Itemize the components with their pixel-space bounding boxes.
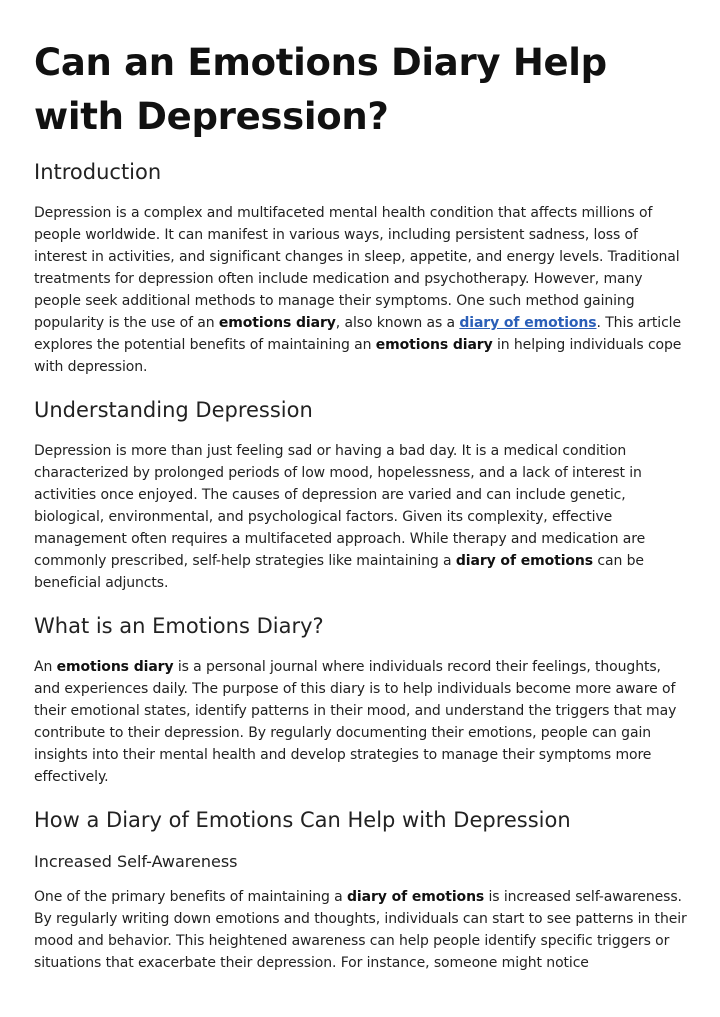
bold-term: emotions diary bbox=[375, 337, 493, 353]
self-awareness-paragraph bbox=[34, 886, 690, 974]
text-run: Depression is more than just feeling sad or having a bad day. It is a medical condition characterized by prolonged periods of low mood, hopelessness, and a lack of interest in activities once enjoyed. The causes of depression are varied and can include genetic, biological, environmental, and psychological factors. Given its complexity, effective management often requires a multifaceted approach. While therapy and medication are commonly prescribed, self-help strategies like maintaining a bbox=[34, 443, 646, 569]
section-heading-introduction: Introduction bbox=[34, 160, 162, 184]
text-run: One of the primary benefits of maintaining a bbox=[34, 889, 347, 905]
understanding-paragraph bbox=[34, 440, 690, 594]
page-title: Can an Emotions Diary Help with Depression? bbox=[34, 41, 607, 138]
section-heading-how-diary-helps: How a Diary of Emotions Can Help with Depression bbox=[34, 808, 571, 832]
text-run: is increased self-awareness. By regularly writing down emotions and thoughts, individuals can start to see patterns in their mood and behavior. This heightened awareness can help people identify specific triggers or situations that exacerbate their depression. For instance, someone might notice bbox=[34, 889, 687, 971]
text-run: , also known as a bbox=[335, 315, 460, 331]
bold-term: emotions diary bbox=[56, 659, 174, 675]
diary-of-emotions-link[interactable]: diary of emotions bbox=[459, 315, 597, 331]
subheading-self-awareness: Increased Self-Awareness bbox=[34, 852, 238, 871]
text-run: is a personal journal where individuals record their feelings, thoughts, and experiences daily. The purpose of this diary is to help individuals become more aware of their emotional states, identify patterns in their mood, and understand the triggers that may contribute to their depression. By regularly documenting their emotions, people can gain insights into their mental health and develop strategies to manage their symptoms more effectively. bbox=[34, 659, 677, 785]
text-run: An bbox=[34, 659, 57, 675]
text-run: Depression is a complex and multifaceted mental health condition that affects millions of people worldwide. It can manifest in various ways, including persistent sadness, loss of interest in activities, and significant changes in sleep, appetite, and energy levels. Traditional treatments for depression often include medication and psychotherapy. However, many people seek additional methods to manage their symptoms. One such method gaining popularity is the use of an bbox=[34, 205, 680, 331]
text-run: can be beneficial adjuncts. bbox=[34, 553, 644, 591]
section-heading-understanding-depression: Understanding Depression bbox=[34, 398, 313, 422]
introduction-paragraph bbox=[34, 202, 690, 378]
what-paragraph bbox=[34, 656, 690, 788]
section-heading-what-is-emotions-diary: What is an Emotions Diary? bbox=[34, 614, 324, 638]
bold-term: emotions diary bbox=[218, 315, 336, 331]
bold-term: diary of emotions bbox=[455, 553, 594, 569]
text-run: in helping individuals cope with depression. bbox=[34, 337, 682, 375]
text-run: . This article explores the potential benefits of maintaining an bbox=[34, 315, 681, 353]
bold-term: diary of emotions bbox=[347, 889, 485, 905]
